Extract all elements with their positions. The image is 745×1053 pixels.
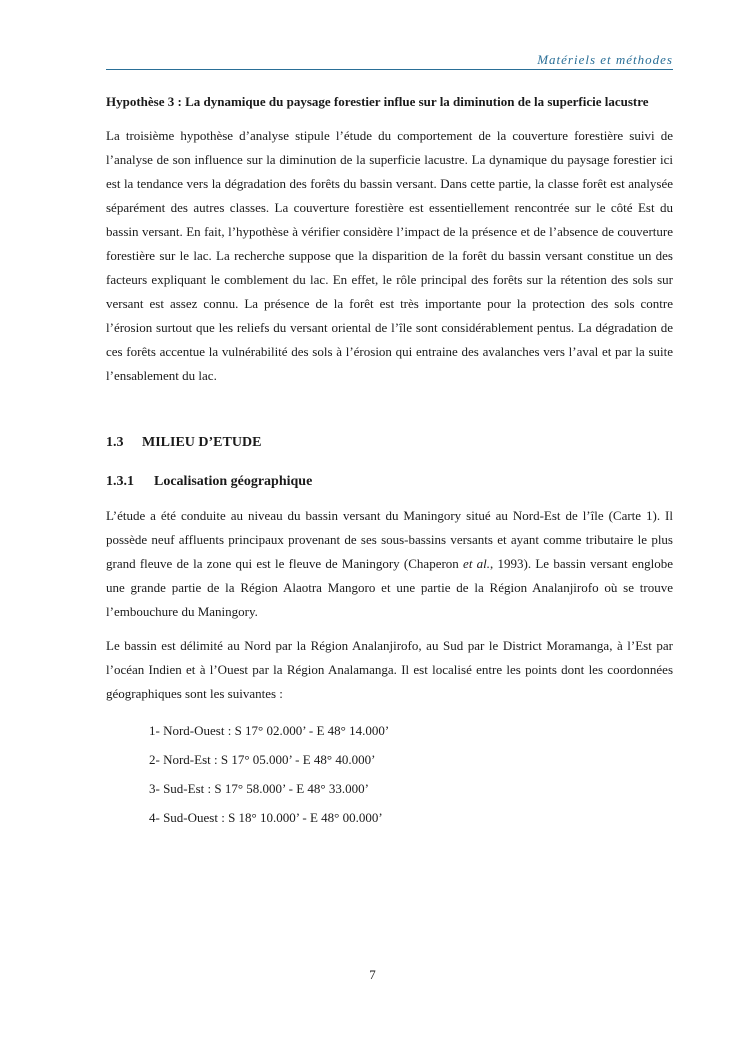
header-divider xyxy=(106,69,673,70)
coordinate-item: 4- Sud-Ouest : S 18° 10.000’ - E 48° 00.000’ xyxy=(149,810,383,825)
coordinates-list xyxy=(106,716,673,832)
running-header-title: Matériels et méthodes xyxy=(537,52,673,67)
section-number: 1.3 xyxy=(106,435,124,450)
subsection-number: 1.3.1 xyxy=(106,474,134,489)
citation-et-al: et al. xyxy=(463,556,491,571)
localisation-text-before: L’étude a été conduite au niveau du bassin versant du Maningory situé au Nord-Est de l’île (Carte 1). Il possède neuf affluents principaux provenant de ses sous-bassins versants et ayant comme tributaire le plus grand fleuve de la zone qui est le fleuve de Maningory (Chaperon xyxy=(106,508,673,571)
subsection-heading xyxy=(106,470,673,494)
hypothesis-paragraph: La troisième hypothèse d’analyse stipule l’étude du comportement de la couverture forestière suivi de l’analyse de son influence sur la diminution de la superficie lacustre. La dynamique du paysage forestier ici est la tendance vers la dégradation des forêts du bassin versant. Dans cette partie, la classe forêt est analysée séparément des autres classes. La couverture forestière est essentiellement rencontrée sur le côté Est du bassin versant. En fait, l’hypothèse à vérifier considère l’impact de la présence et de l’absence de couverture forestière sur le lac. La recherche suppose que la disparition de la forêt du bassin versant constitue un des facteurs expliquant le comblement du lac. En effet, le rôle principal des forêts sur la rétention des sols sur versant est assez connu. La présence de la forêt est très importante pour la protection des sols contre l’érosion surtout que les reliefs du versant oriental de l’île sont considérablement pentus. La dégradation de ces forêts accentue la vulnérabilité des sols à l’érosion qui entraine des avalanches vers l’aval et par la suite l’ensablement du lac. xyxy=(106,128,673,383)
hypothesis-title: Hypothèse 3 : La dynamique du paysage forestier influe sur la diminution de la superficie lacustre xyxy=(106,94,649,109)
localisation-paragraph-1 xyxy=(106,504,673,624)
section-title: MILIEU D’ETUDE xyxy=(142,435,262,450)
page-body xyxy=(106,90,673,832)
localisation-text-after: , 1993). Le bassin versant englobe une grande partie de la Région Alaotra Mangoro et une partie de la Région Analanjirofo où se trouve l’embouchure du Maningory. xyxy=(106,556,674,619)
page-number: 7 xyxy=(369,967,376,982)
coordinate-item: 1- Nord-Ouest : S 17° 02.000’ - E 48° 14.000’ xyxy=(149,723,390,738)
localisation-paragraph-2: Le bassin est délimité au Nord par la Région Analanjirofo, au Sud par le District Moramanga, à l’Est par l’océan Indien et à l’Ouest par la Région Analamanga. Il est localisé entre les points dont les coordonnées géographiques sont les suivantes : xyxy=(106,638,673,701)
coordinate-item: 3- Sud-Est : S 17° 58.000’ - E 48° 33.000’ xyxy=(149,781,369,796)
subsection-title: Localisation géographique xyxy=(154,474,313,489)
coordinate-item: 2- Nord-Est : S 17° 05.000’ - E 48° 40.000’ xyxy=(149,752,376,767)
section-heading xyxy=(106,431,673,455)
